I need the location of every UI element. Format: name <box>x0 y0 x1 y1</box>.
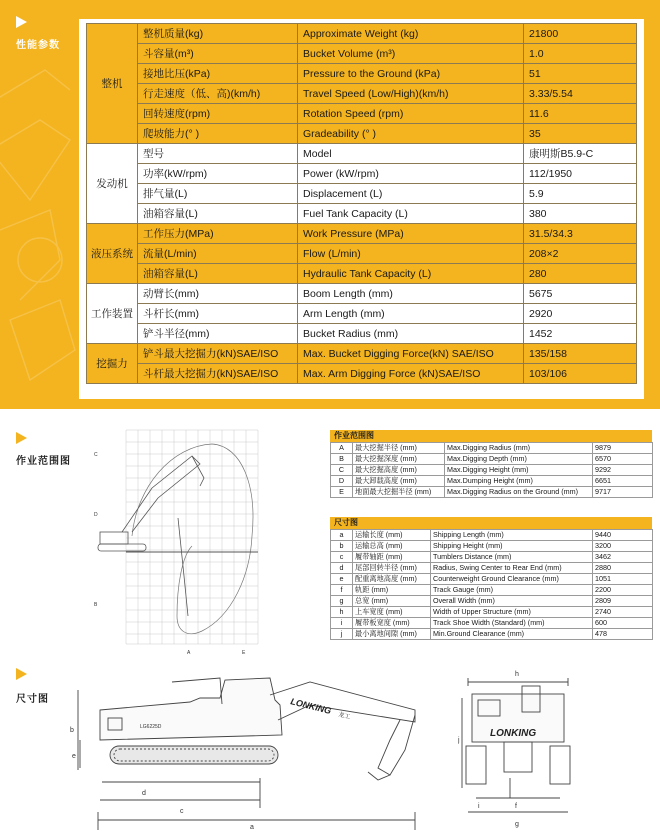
cell-key: h <box>331 607 353 618</box>
cell-value: 3462 <box>593 552 653 563</box>
side-logo-cn: 龙工 <box>337 712 351 721</box>
cell-en: Overall Width (mm) <box>431 596 593 607</box>
cell-value: 6570 <box>593 454 653 465</box>
spec-cn-label: 流量(L/min) <box>138 244 298 264</box>
working-range-table-title: 作业范围图 <box>330 430 652 442</box>
spec-en-label: Gradeability (° ) <box>298 124 524 144</box>
cell-en: Tumblers Distance (mm) <box>431 552 593 563</box>
spec-value: 35 <box>524 124 637 144</box>
cell-value: 9292 <box>593 465 653 476</box>
dim-label-g: g <box>515 821 519 828</box>
section-arrow-icon <box>16 16 27 28</box>
table-row <box>331 454 653 465</box>
range-label-b: B <box>94 602 98 608</box>
working-range-title: 作业范围图 <box>16 456 71 467</box>
range-label-c: C <box>94 452 98 458</box>
spec-cn-label: 爬坡能力(° ) <box>138 124 298 144</box>
table-row <box>331 530 653 541</box>
table-row <box>331 465 653 476</box>
cell-en: Min.Ground Clearance (mm) <box>431 629 593 640</box>
cell-value: 6651 <box>593 476 653 487</box>
excavator-silhouette <box>98 456 204 616</box>
spec-value: 3.33/5.54 <box>524 84 637 104</box>
spec-value: 380 <box>524 204 637 224</box>
section-arrow-icon <box>16 432 27 444</box>
spec-en-label: Model <box>298 144 524 164</box>
table-row <box>331 574 653 585</box>
spec-row <box>87 364 637 384</box>
cell-value: 9879 <box>593 443 653 454</box>
spec-row <box>87 304 637 324</box>
cell-value: 9440 <box>593 530 653 541</box>
cell-cn: 最大卸载高度 (mm) <box>353 476 445 487</box>
cell-value: 2880 <box>593 563 653 574</box>
cell-cn: 地面最大挖掘半径 (mm) <box>353 487 445 498</box>
cell-cn: 上车宽度 (mm) <box>353 607 431 618</box>
spec-en-label: Max. Bucket Digging Force(kN) SAE/ISO <box>298 344 524 364</box>
spec-en-label: Hydraulic Tank Capacity (L) <box>298 264 524 284</box>
cell-value: 2740 <box>593 607 653 618</box>
cell-en: Track Shoe Width (Standard) (mm) <box>431 618 593 629</box>
cell-key: a <box>331 530 353 541</box>
cell-en: Track Gauge (mm) <box>431 585 593 596</box>
spec-group-label: 工作装置 <box>87 284 138 344</box>
spec-value: 5.9 <box>524 184 637 204</box>
spec-value: 31.5/34.3 <box>524 224 637 244</box>
cell-cn: 轨距 (mm) <box>353 585 431 596</box>
range-label-d: D <box>94 512 98 518</box>
spec-value: 21800 <box>524 24 637 44</box>
spec-row <box>87 144 637 164</box>
dimension-table-title: 尺寸图 <box>330 517 652 529</box>
table-row <box>331 585 653 596</box>
spec-cn-label: 动臂长(mm) <box>138 284 298 304</box>
cell-cn: 最大挖掘高度 (mm) <box>353 465 445 476</box>
cell-en: Max.Digging Radius (mm) <box>445 443 593 454</box>
range-envelope <box>126 444 258 634</box>
side-logo: LONKING <box>289 696 333 716</box>
spec-table <box>86 23 637 384</box>
cell-key: i <box>331 618 353 629</box>
spec-en-label: Approximate Weight (kg) <box>298 24 524 44</box>
table-row <box>331 596 653 607</box>
dim-label-d: d <box>142 790 146 797</box>
cell-en: Shipping Height (mm) <box>431 541 593 552</box>
spec-value: 51 <box>524 64 637 84</box>
cell-cn: 最小离地间隙 (mm) <box>353 629 431 640</box>
cell-en: Max.Digging Depth (mm) <box>445 454 593 465</box>
spec-en-label: Arm Length (mm) <box>298 304 524 324</box>
side-view-drawing <box>60 660 430 832</box>
dim-label-j: j <box>458 737 460 744</box>
cell-key: B <box>331 454 353 465</box>
cell-key: C <box>331 465 353 476</box>
spec-row <box>87 64 637 84</box>
cell-key: E <box>331 487 353 498</box>
spec-group-label: 发动机 <box>87 144 138 224</box>
spec-row <box>87 344 637 364</box>
spec-en-label: Max. Arm Digging Force (kN)SAE/ISO <box>298 364 524 384</box>
spec-value: 103/106 <box>524 364 637 384</box>
spec-row <box>87 224 637 244</box>
spec-row <box>87 24 637 44</box>
spec-cn-label: 铲斗最大挖掘力(kN)SAE/ISO <box>138 344 298 364</box>
side-model-badge: LG6225D <box>140 724 162 730</box>
cell-en: Max.Digging Height (mm) <box>445 465 593 476</box>
spec-en-label: Flow (L/min) <box>298 244 524 264</box>
spec-value: 135/158 <box>524 344 637 364</box>
cell-en: Max.Digging Radius on the Ground (mm) <box>445 487 593 498</box>
spec-group-label: 液压系统 <box>87 224 138 284</box>
cell-cn: 最大挖掘深度 (mm) <box>353 454 445 465</box>
spec-en-label: Bucket Radius (mm) <box>298 324 524 344</box>
performance-title: 性能参数 <box>16 40 60 51</box>
spec-row <box>87 264 637 284</box>
table-row <box>331 607 653 618</box>
cell-cn: 尾部回转半径 (mm) <box>353 563 431 574</box>
cell-key: b <box>331 541 353 552</box>
cell-cn: 最大挖掘半径 (mm) <box>353 443 445 454</box>
spec-cn-label: 斗杆长(mm) <box>138 304 298 324</box>
front-logo: LONKING <box>490 728 537 739</box>
cell-en: Shipping Length (mm) <box>431 530 593 541</box>
range-label-e: E <box>242 650 246 656</box>
spec-group-label: 挖掘力 <box>87 344 138 384</box>
dim-label-c: c <box>180 808 184 815</box>
cell-en: Width of Upper Structure (mm) <box>431 607 593 618</box>
cell-cn: 履带板宽度 (mm) <box>353 618 431 629</box>
cell-key: f <box>331 585 353 596</box>
spec-cn-label: 斗杆最大挖掘力(kN)SAE/ISO <box>138 364 298 384</box>
cell-key: e <box>331 574 353 585</box>
spec-cn-label: 工作压力(MPa) <box>138 224 298 244</box>
spec-cn-label: 整机质量(kg) <box>138 24 298 44</box>
spec-row <box>87 204 637 224</box>
table-row <box>331 487 653 498</box>
spec-cn-label: 功率(kW/rpm) <box>138 164 298 184</box>
cell-value: 3200 <box>593 541 653 552</box>
spec-row <box>87 284 637 304</box>
range-label-a: A <box>187 650 191 656</box>
spec-cn-label: 斗容量(m³) <box>138 44 298 64</box>
spec-en-label: Rotation Speed (rpm) <box>298 104 524 124</box>
spec-cn-label: 回转速度(rpm) <box>138 104 298 124</box>
cell-value: 478 <box>593 629 653 640</box>
spec-row <box>87 184 637 204</box>
table-row <box>331 618 653 629</box>
working-range-table <box>330 442 653 498</box>
spec-value: 1452 <box>524 324 637 344</box>
spec-en-label: Travel Speed (Low/High)(km/h) <box>298 84 524 104</box>
spec-row <box>87 324 637 344</box>
spec-value: 280 <box>524 264 637 284</box>
spec-en-label: Displacement (L) <box>298 184 524 204</box>
cell-value: 600 <box>593 618 653 629</box>
spec-value: 208×2 <box>524 244 637 264</box>
cell-key: g <box>331 596 353 607</box>
cell-en: Max.Dumping Height (mm) <box>445 476 593 487</box>
spec-value: 2920 <box>524 304 637 324</box>
spec-en-label: Bucket Volume (m³) <box>298 44 524 64</box>
spec-group-label: 整机 <box>87 24 138 144</box>
excavator-watermark <box>0 0 80 409</box>
spec-row <box>87 44 637 64</box>
dimensions-title: 尺寸图 <box>16 694 49 705</box>
table-row <box>331 443 653 454</box>
spec-value: 康明斯B5.9-C <box>524 144 637 164</box>
dim-label-h: h <box>515 671 519 678</box>
dim-label-f: f <box>515 803 517 810</box>
spec-value: 1.0 <box>524 44 637 64</box>
cell-key: d <box>331 563 353 574</box>
dim-label-i: i <box>478 803 480 810</box>
spec-en-label: Power (kW/rpm) <box>298 164 524 184</box>
dim-label-b: b <box>70 727 74 734</box>
spec-row <box>87 244 637 264</box>
spec-value: 112/1950 <box>524 164 637 184</box>
section-arrow-icon <box>16 668 27 680</box>
cell-key: c <box>331 552 353 563</box>
cell-en: Radius, Swing Center to Rear End (mm) <box>431 563 593 574</box>
spec-cn-label: 油箱容量(L) <box>138 264 298 284</box>
spec-cn-label: 行走速度（低、高)(km/h) <box>138 84 298 104</box>
spec-value: 11.6 <box>524 104 637 124</box>
cell-value: 1051 <box>593 574 653 585</box>
cell-value: 2200 <box>593 585 653 596</box>
table-row <box>331 552 653 563</box>
spec-cn-label: 油箱容量(L) <box>138 204 298 224</box>
table-row <box>331 563 653 574</box>
table-row <box>331 629 653 640</box>
spec-en-label: Pressure to the Ground (kPa) <box>298 64 524 84</box>
cell-cn: 履带轴距 (mm) <box>353 552 431 563</box>
spec-en-label: Work Pressure (MPa) <box>298 224 524 244</box>
spec-en-label: Boom Length (mm) <box>298 284 524 304</box>
spec-cn-label: 铲斗半径(mm) <box>138 324 298 344</box>
cell-en: Counterweight Ground Clearance (mm) <box>431 574 593 585</box>
spec-row <box>87 124 637 144</box>
front-view-drawing <box>458 658 578 834</box>
spec-row <box>87 84 637 104</box>
cell-key: D <box>331 476 353 487</box>
chart-grid <box>126 430 258 644</box>
spec-cn-label: 接地比压(kPa) <box>138 64 298 84</box>
cell-cn: 运输长度 (mm) <box>353 530 431 541</box>
spec-cn-label: 排气量(L) <box>138 184 298 204</box>
spec-en-label: Fuel Tank Capacity (L) <box>298 204 524 224</box>
working-range-chart <box>92 426 272 658</box>
dim-label-e: e <box>72 753 76 760</box>
spec-value: 5675 <box>524 284 637 304</box>
cell-key: j <box>331 629 353 640</box>
cell-cn: 总宽 (mm) <box>353 596 431 607</box>
cell-value: 9717 <box>593 487 653 498</box>
cell-cn: 配重离地高度 (mm) <box>353 574 431 585</box>
spec-cn-label: 型号 <box>138 144 298 164</box>
cell-key: A <box>331 443 353 454</box>
spec-row <box>87 164 637 184</box>
cell-cn: 运输总高 (mm) <box>353 541 431 552</box>
cell-value: 2809 <box>593 596 653 607</box>
table-row <box>331 541 653 552</box>
dim-label-a: a <box>250 824 254 831</box>
table-row <box>331 476 653 487</box>
spec-row <box>87 104 637 124</box>
dimension-table <box>330 529 653 640</box>
